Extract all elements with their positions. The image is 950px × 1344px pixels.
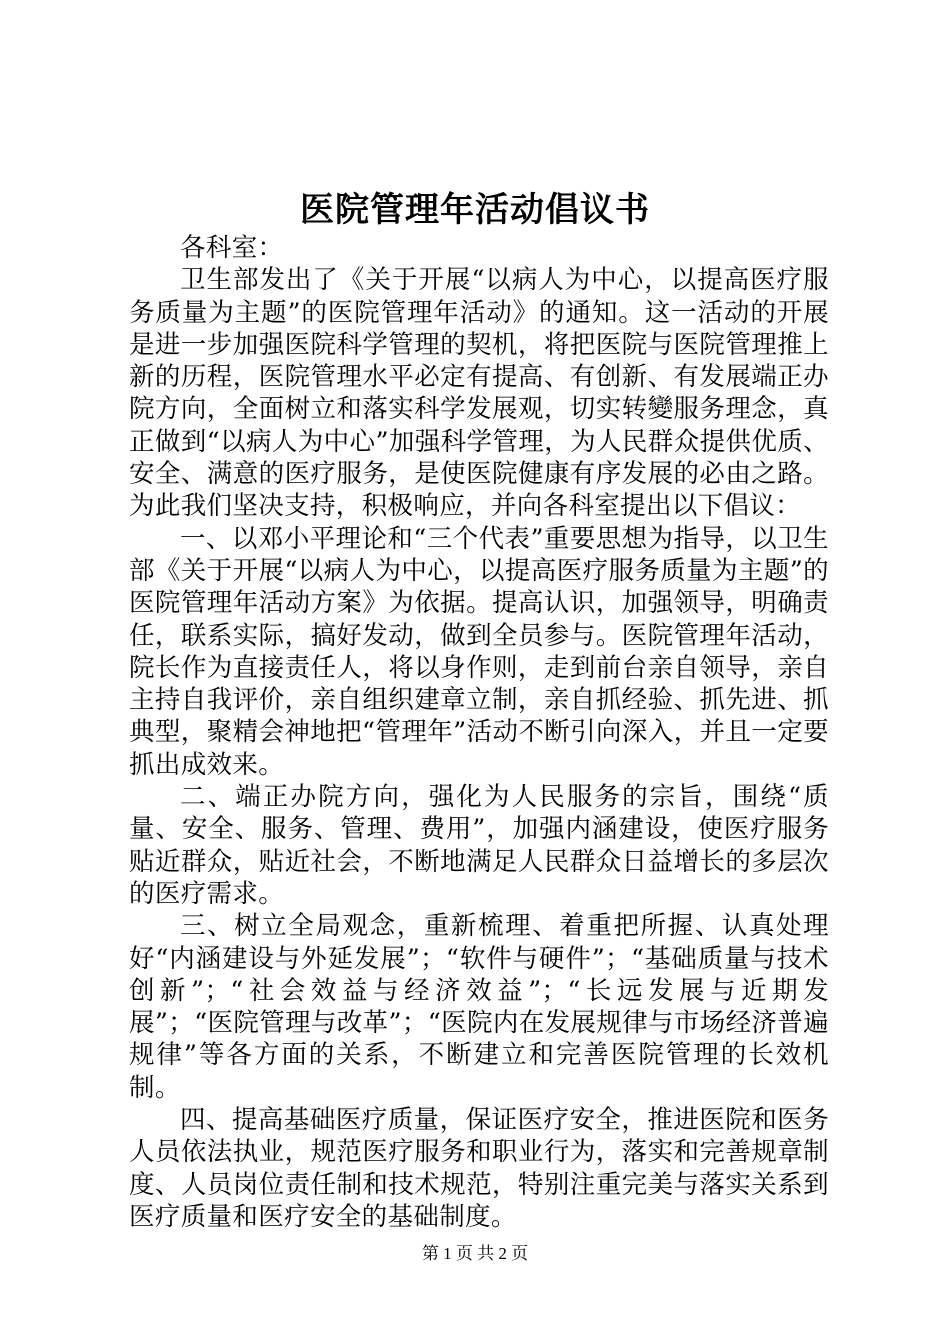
paragraph-proposal-2: 二、端正办院方向，强化为人民服务的宗旨，围绕“质量、安全、服务、管理、费用”，加强内涵建设，使医疗服务贴近群众，贴近社会，不断地满足人民群众日益增长的多层次的医疗需求。 — [129, 782, 829, 909]
paragraph-proposal-4: 四、提高基础医疗质量，保证医疗安全，推进医院和医务人员依法执业，规范医疗服务和职业行为，落实和完善规章制度、人员岗位责任制和技术规范，特别注重完美与落实关系到医疗质量和医疗安全的基础制度。 — [129, 1105, 829, 1232]
paragraph-proposal-3: 三、树立全局观念，重新梳理、着重把所握、认真处理好“内涵建设与外延发展”；“软件与硬件”；“基础质量与技术创新”；“社会效益与经济效益”；“长远发展与近期发展”；“医院管理与改革”；“医院内在发展规律与市场经济普遍规律”等各方面的关系，不断建立和完善医院管理的长效机制。 — [129, 911, 829, 1103]
page-number-footer: 第 1 页 共 2 页 — [421, 1244, 529, 1263]
paragraph-proposal-1: 一、以邓小平理论和“三个代表”重要思想为指导，以卫生部《关于开展“以病人为中心，以提高医疗服务质量为主题”的医院管理年活动方案》为依据。提高认识，加强领导，明确责任，联系实际，搞好发动，做到全员参与。医院管理年活动，院长作为直接责任人，将以身作则，走到前台亲自领导，亲自主持自我评价，亲自组织建章立制，亲自抓经验、抓先进、抓典型，聚精会神地把“管理年”活动不断引向深入，并且一定要抓出成效来。 — [129, 523, 829, 780]
document-body — [129, 232, 829, 1233]
document-title: 医院管理年活动倡议书 — [300, 190, 650, 230]
paragraph-intro: 卫生部发出了《关于开展“以病人为中心，以提高医疗服务质量为主题”的医院管理年活动》的通知。这一活动的开展是进一步加强医院科学管理的契机，将把医院与医院管理推上新的历程，医院管理水平必定有提高、有创新、有发展端正办院方向，全面树立和落实科学发展观，切实转變服务理念，真正做到“以病人为中心”加强科学管理，为人民群众提供优质、安全、满意的医疗服务，是使医院健康有序发展的必由之路。为此我们坚决支持，积极响应，并向各科室提出以下倡议： — [129, 265, 829, 522]
salutation: 各科室： — [180, 233, 284, 263]
